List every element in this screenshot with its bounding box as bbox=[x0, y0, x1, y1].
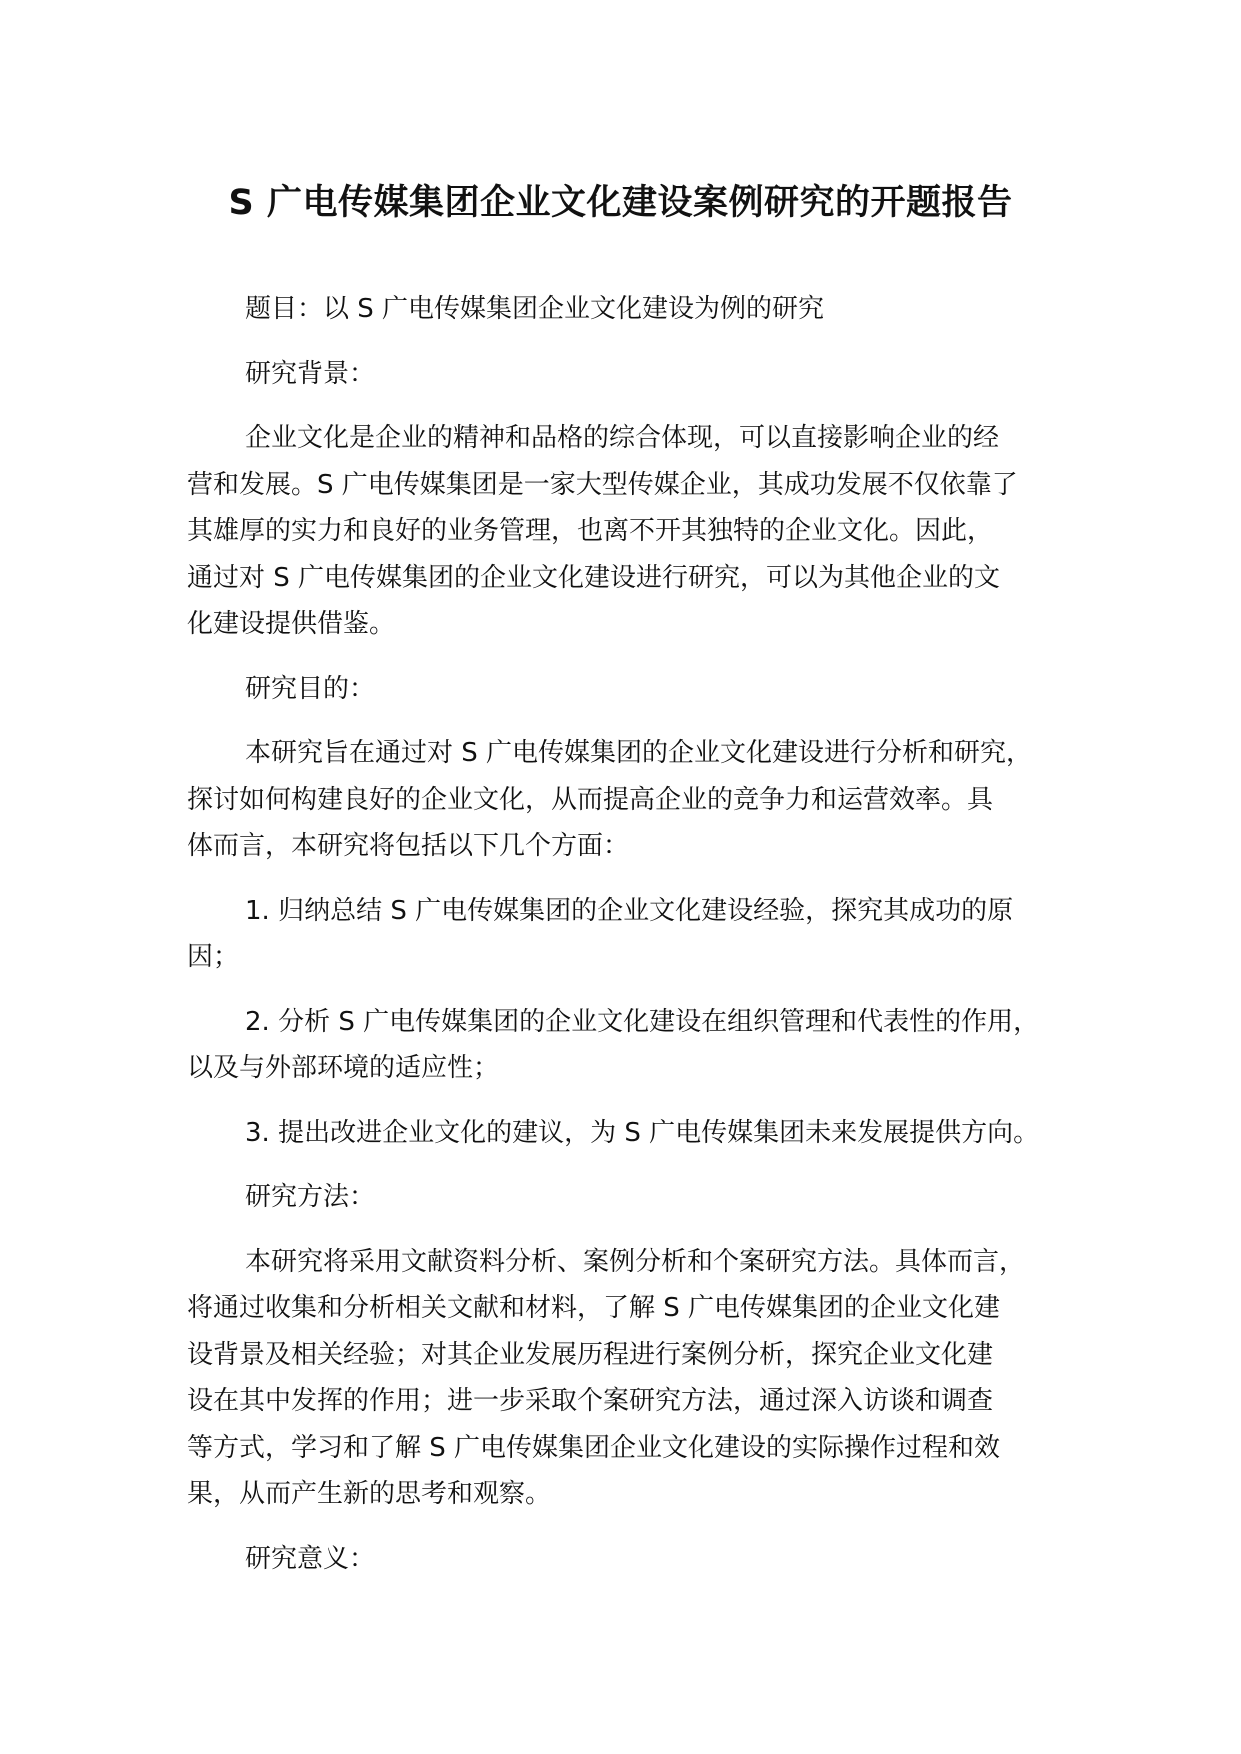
paragraph-line: 等方式，学习和了解 S 广电传媒集团企业文化建设的实际操作过程和效 bbox=[187, 1432, 1001, 1463]
paragraph-line: 其雄厚的实力和良好的业务管理，也离不开其独特的企业文化。因此， bbox=[187, 516, 994, 546]
list-item-3: 3. 提出改进企业文化的建议，为 S 广电传媒集团未来发展提供方向。 bbox=[245, 1117, 1040, 1148]
paragraph-line: 化建设提供借鉴。 bbox=[187, 609, 396, 639]
paragraph-line: 设背景及相关经验；对其企业发展历程进行案例分析，探究企业文化建 bbox=[187, 1339, 994, 1370]
paragraph-line: 果，从而产生新的思考和观察。 bbox=[187, 1479, 552, 1509]
paragraph-line: 2. 分析 S 广电传媒集团的企业文化建设在组织管理和代表性的作用， bbox=[245, 1006, 1040, 1037]
paragraph-line: 将通过收集和分析相关文献和材料，了解 S 广电传媒集团的企业文化建 bbox=[187, 1293, 1001, 1323]
paragraph-line: 设在其中发挥的作用；进一步采取个案研究方法，通过深入访谈和调查 bbox=[187, 1386, 994, 1416]
method-paragraph bbox=[187, 1239, 1077, 1518]
background-heading: 研究背景： bbox=[245, 358, 376, 389]
paragraph-line: 因； bbox=[187, 942, 240, 972]
background-paragraph bbox=[187, 415, 1077, 648]
significance-heading: 研究意义： bbox=[245, 1543, 376, 1574]
paragraph-line: 通过对 S 广电传媒集团的企业文化建设进行研究，可以为其他企业的文 bbox=[187, 562, 1001, 593]
paragraph-line: 1. 归纳总结 S 广电传媒集团的企业文化建设经验，探究其成功的原 bbox=[245, 895, 1014, 926]
paragraph-line: 营和发展。S 广电传媒集团是一家大型传媒企业，其成功发展不仅依靠了 bbox=[187, 469, 1018, 500]
document-body bbox=[187, 286, 1077, 1600]
paragraph-line: 本研究将采用文献资料分析、案例分析和个案研究方法。具体而言， bbox=[245, 1246, 1026, 1277]
topic-line: 题目：以 S 广电传媒集团企业文化建设为例的研究 bbox=[245, 294, 825, 324]
list-item-1 bbox=[187, 888, 1077, 981]
method-heading: 研究方法： bbox=[245, 1182, 376, 1212]
paragraph-line: 探讨如何构建良好的企业文化，从而提高企业的竞争力和运营效率。具 bbox=[187, 784, 994, 815]
paragraph-line: 以及与外部环境的适应性； bbox=[187, 1053, 500, 1083]
purpose-heading: 研究目的： bbox=[245, 673, 376, 704]
paragraph-line: 企业文化是企业的精神和品格的综合体现，可以直接影响企业的经 bbox=[245, 423, 1000, 453]
list-item-2 bbox=[187, 999, 1077, 1092]
purpose-paragraph bbox=[187, 730, 1077, 870]
paragraph-line: 体而言，本研究将包括以下几个方面： bbox=[187, 831, 630, 861]
document-title: S 广电传媒集团企业文化建设案例研究的开题报告 bbox=[228, 183, 1013, 223]
paragraph-line: 本研究旨在通过对 S 广电传媒集团的企业文化建设进行分析和研究， bbox=[245, 738, 1033, 768]
